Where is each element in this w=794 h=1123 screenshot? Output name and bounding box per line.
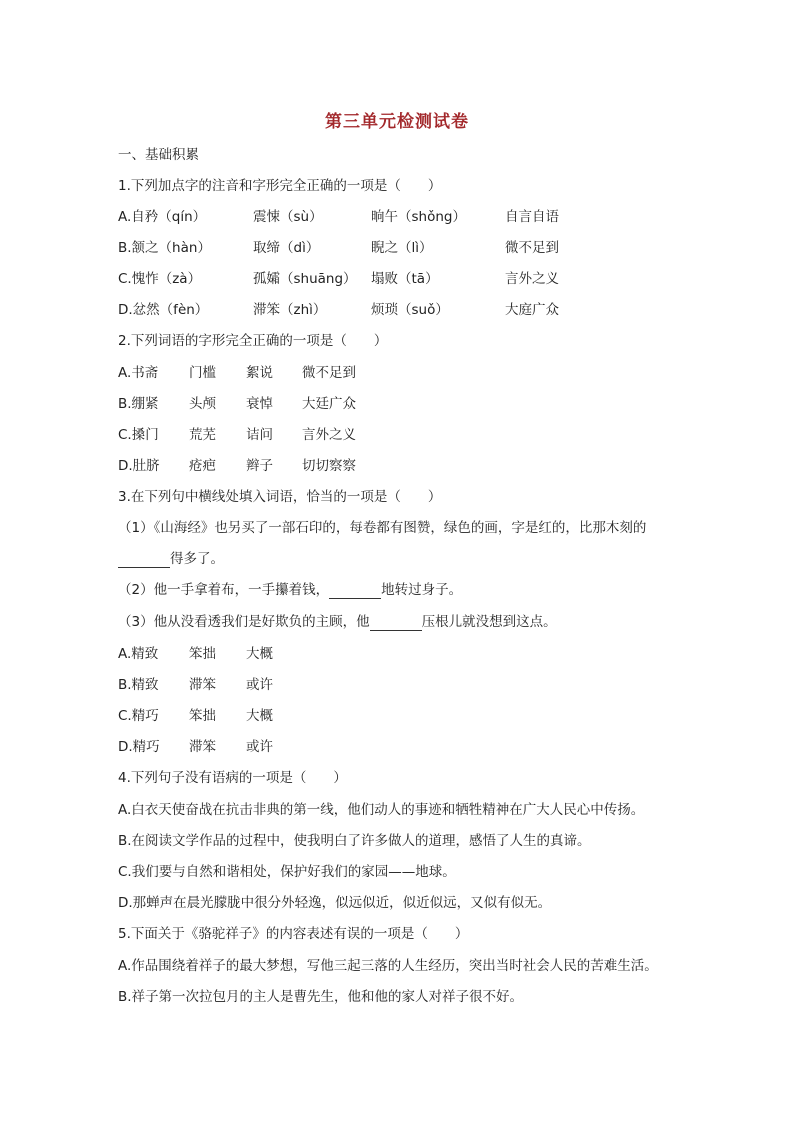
option-cell: 门槛 [189,365,216,381]
option-cell: D.精巧 [118,739,160,755]
option-cell: 晌午（shǒng） [371,209,466,225]
option-cell: 滞笨 [189,739,216,755]
option-cell: 微不足到 [505,240,559,256]
option-line: C.我们要与自然和谐相处，保护好我们的家园——地球。 [118,864,456,880]
question-3-sentence-3 [118,613,557,631]
option-cell: A.书斋 [118,365,159,381]
option-cell: 自言自语 [505,209,559,225]
option-cell: 大概 [246,708,273,724]
option-cell: D.肚脐 [118,458,160,474]
option-cell: 滞笨 [189,677,216,693]
option-cell: 诘问 [246,427,273,443]
option-cell: 孤孀（shuāng） [253,271,357,287]
section-heading: 一、基础积累 [118,147,199,163]
option-cell: C.搡门 [118,427,159,443]
option-cell: 言外之义 [505,271,559,287]
option-cell: 烦琐（suǒ） [371,302,449,318]
option-cell: B.颔之（hàn） [118,240,211,256]
option-cell: 大概 [246,646,273,662]
question-3-sentence-1: （1）《山海经》也另买了一部石印的，每卷都有图赞，绿色的画，字是红的，比那木刻的 [118,520,647,536]
fill-blank [370,616,422,631]
option-cell: D.忿然（fèn） [118,302,209,318]
option-cell: B.绷紧 [118,396,159,412]
option-cell: 笨拙 [189,646,216,662]
option-cell: 絮说 [246,365,273,381]
option-cell: 取缔（dì） [253,240,320,256]
option-cell: 言外之义 [302,427,356,443]
option-cell: 或许 [246,677,273,693]
question-2-stem: 2.下列词语的字形完全正确的一项是（ ） [118,333,388,349]
question-3-sentence-2 [118,581,462,599]
question-5-stem: 5.下面关于《骆驼祥子》的内容表述有误的一项是（ ） [118,926,469,942]
option-line: D.那蝉声在晨光朦胧中很分外轻逸，似远似近，似近似远，又似有似无。 [118,895,552,911]
option-cell: 荒芜 [189,427,216,443]
option-cell: 或许 [246,739,273,755]
fill-blank [118,553,170,568]
question-3-sentence-1-cont [118,550,224,568]
option-line: A.白衣天使奋战在抗击非典的第一线，他们动人的事迹和牺牲精神在广大人民心中传扬。 [118,802,645,818]
sentence-text: （2）他一手拿着布，一手攥着钱， [118,582,330,598]
option-cell: 大庭广众 [505,302,559,318]
sentence-text: 得多了。 [170,551,224,567]
page-title: 第三单元检测试卷 [325,112,469,132]
option-cell: A.精致 [118,646,159,662]
option-cell: 头颅 [189,396,216,412]
question-3-stem: 3.在下列句中横线处填入词语，恰当的一项是（ ） [118,489,442,505]
option-cell: 塌败（tā） [371,271,439,287]
option-cell: B.精致 [118,677,159,693]
option-cell: 滞笨（zhì） [253,302,327,318]
option-line: B.在阅读文学作品的过程中，使我明白了许多做人的道理，感悟了人生的真谛。 [118,833,591,849]
option-cell: C.精巧 [118,708,159,724]
option-cell: 微不足到 [302,365,356,381]
question-4-stem: 4.下列句子没有语病的一项是（ ） [118,770,347,786]
option-cell: 震悚（sù） [253,209,323,225]
option-cell: 辫子 [246,458,273,474]
option-cell: 疮疤 [189,458,216,474]
option-cell: 切切察察 [302,458,356,474]
option-cell: A.自矜（qín） [118,209,207,225]
option-cell: 大廷广众 [302,396,356,412]
sentence-text: 压根儿就没想到这点。 [421,614,557,630]
option-cell: 睨之（lì） [371,240,433,256]
question-1-stem: 1.下列加点字的注音和字形完全正确的一项是（ ） [118,178,442,194]
option-cell: 衰悼 [246,396,273,412]
option-cell: C.愧怍（zà） [118,271,202,287]
sentence-text: （3）他从没看透我们是好欺负的主顾，他 [118,614,370,630]
option-cell: 笨拙 [189,708,216,724]
option-line: B.祥子第一次拉包月的主人是曹先生，他和他的家人对祥子很不好。 [118,989,524,1005]
sentence-text: 地转过身子。 [381,582,463,598]
fill-blank [329,584,381,599]
option-line: A.作品围绕着祥子的最大梦想，写他三起三落的人生经历，突出当时社会人民的苦难生活。 [118,958,658,974]
